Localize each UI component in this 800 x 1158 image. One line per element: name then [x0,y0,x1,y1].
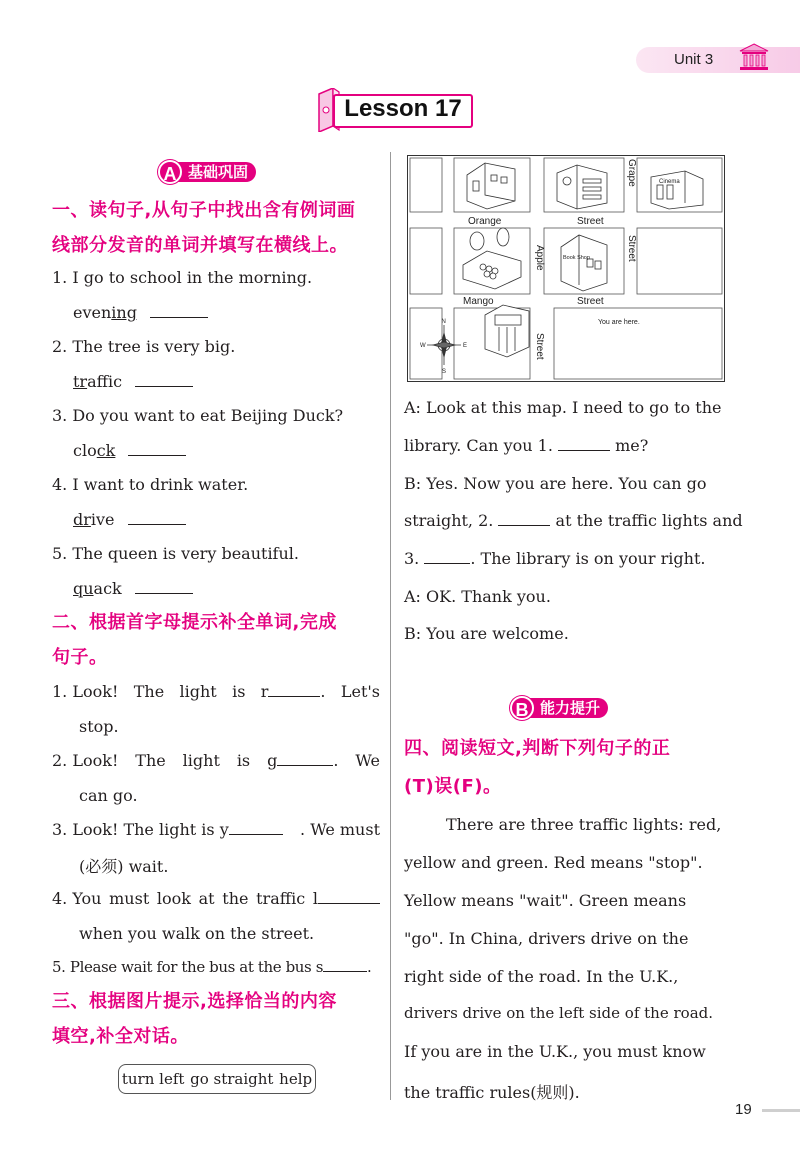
part2-heading-line1: 二、根据首字母提示补全单词,完成 [52,612,337,633]
answer-blank[interactable] [318,890,380,904]
street-label-street-right: Street [626,235,637,262]
answer-blank[interactable] [268,683,320,697]
part2-q4-line: 4. You must look at the traffic l [52,889,380,908]
section-a-badge [158,160,256,184]
passage-line: If you are in the U.K., you must know [404,1042,706,1061]
street-label-grape: Grape [626,159,637,187]
part1-q3-word: clock [73,441,186,460]
passage-line: right side of the road. In the U.K., [404,967,679,986]
answer-blank[interactable] [150,304,208,318]
page-number: 19 [735,1101,752,1118]
passage-line: drivers drive on the left side of the road. [404,1004,714,1022]
answer-blank[interactable] [558,437,610,451]
word-bank-box [118,1064,316,1094]
answer-blank[interactable] [128,511,186,525]
building-icon [736,41,772,73]
book-shop-label: Book Shop [563,255,590,261]
dialogue-line3: B: Yes. Now you are here. You can go [404,474,707,493]
dialogue-line7: B: You are welcome. [404,624,569,643]
part1-q3-sentence: 3. Do you want to eat Beijing Duck? [52,406,344,425]
word-bank-item: turn left [121,1070,185,1088]
street-label-street-bottom: Street [534,333,545,360]
part1-q2-sentence: 2. The tree is very big. [52,337,236,356]
part2-q5-line: 5. Please wait for the bus at the bus s . [52,958,372,976]
part1-q1-sentence: 1. I go to school in the morning. [52,268,313,287]
street-label-street-top: Street [577,216,604,227]
street-label-orange: Orange [468,216,502,227]
compass-e: E [463,343,468,349]
street-map [407,155,725,382]
part1-heading-line2: 线部分发音的单词并填写在横线上。 [52,235,348,256]
part2-q3-cont: (必须) wait. [79,857,169,876]
part1-q1-word: evening [73,303,208,322]
part2-heading-line2: 句子。 [52,647,108,668]
dialogue-line4: straight, 2. at the traffic lights and [404,511,743,530]
part1-heading-line1: 一、读句子,从句子中找出含有例词画 [52,200,356,221]
street-label-apple: Apple [534,245,545,271]
part1-q5-word: quack [73,579,193,598]
answer-blank[interactable] [128,442,186,456]
lesson-title: Lesson 17 [344,95,462,122]
part1-q4-word: drive [73,510,186,529]
section-a-letter: A [158,160,182,184]
section-b-badge [510,696,608,720]
part2-q1-cont: stop. [79,717,119,736]
part4-heading-line1: 四、阅读短文,判断下列句子的正 [404,738,671,759]
dialogue-line1: A: Look at this map. I need to go to the [404,398,722,417]
dialogue-line6: A: OK. Thank you. [404,587,551,606]
compass-s: S [442,369,447,375]
compass-n: N [441,319,446,325]
building-drawing [557,165,607,209]
part2-q1-line: 1. Look! The light is r . Let's [52,682,380,701]
passage-line: the traffic rules(规则). [404,1083,580,1102]
answer-blank[interactable] [135,580,193,594]
dialogue-line5: 3. . The library is on your right. [404,549,706,568]
unit-tab [636,47,800,73]
passage-line: There are three traffic lights: red, [446,815,722,834]
answer-blank[interactable] [424,550,470,564]
part2-q2-cont: can go. [79,786,138,805]
part3-heading-line2: 填空,补全对话。 [52,1026,189,1047]
part1-q4-sentence: 4. I want to drink water. [52,475,249,494]
page-number-bar [762,1109,800,1112]
part1-q2-word: traffic [73,372,193,391]
street-label-mango: Mango [463,296,494,307]
section-b-letter: B [510,696,534,720]
section-a-label: 基础巩固 [176,162,256,182]
part4-heading-line2: (T)误(F)。 [404,776,502,797]
answer-blank[interactable] [229,821,283,835]
part2-q4-cont: when you walk on the street. [79,924,315,943]
word-bank-item: go straight [190,1070,274,1088]
passage-line: "go". In China, drivers drive on the [404,929,689,948]
section-b-label: 能力提升 [528,698,608,718]
library-building-drawing [485,305,529,357]
building-drawing [467,163,515,209]
part1-q5-sentence: 5. The queen is very beautiful. [52,544,299,563]
unit-label: Unit 3 [674,51,714,68]
you-are-here-label: You are here. [598,319,640,326]
answer-blank[interactable] [135,373,193,387]
dialogue-line2: library. Can you 1. me? [404,436,649,455]
part3-heading-line1: 三、根据图片提示,选择恰当的内容 [52,991,337,1012]
compass-w: W [420,343,426,349]
cinema-label: Cinema [659,179,680,185]
book-shop-drawing [561,235,607,291]
answer-blank[interactable] [323,958,367,972]
street-label-street-mid: Street [577,296,604,307]
lesson-title-block [315,88,473,132]
part2-q3-line: 3. Look! The light is y . We must [52,820,380,839]
column-divider [390,152,391,1100]
answer-blank[interactable] [498,512,550,526]
passage-line: yellow and green. Red means "stop". [404,853,703,872]
part2-q2-line: 2. Look! The light is g . We [52,751,380,770]
answer-blank[interactable] [277,752,333,766]
cinema-building-drawing [651,171,703,209]
word-bank-item: help [279,1070,313,1088]
passage-line: Yellow means "wait". Green means [404,891,687,910]
